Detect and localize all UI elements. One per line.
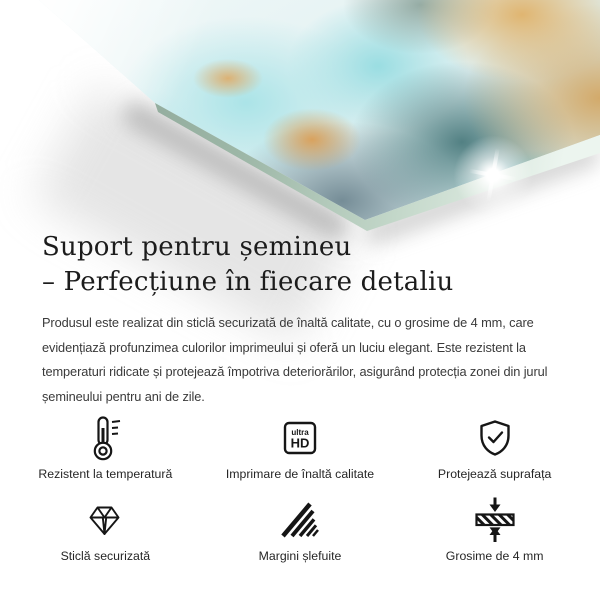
feature-label: Imprimare de înaltă calitate xyxy=(225,467,375,481)
page-title xyxy=(42,230,558,300)
thermometer-icon xyxy=(87,415,123,461)
feature-item-safety-glass xyxy=(8,497,203,563)
feature-item-thickness xyxy=(397,497,592,563)
page-title-line2: – Perfecțiune în fiecare detaliu xyxy=(42,267,454,297)
feature-label: Margini șlefuite xyxy=(258,549,342,563)
polished-edges-icon xyxy=(279,497,321,543)
feature-label: Sticlă securizată xyxy=(60,549,151,563)
feature-item-protection xyxy=(397,415,592,481)
feature-item-print-quality xyxy=(203,415,398,481)
product-image xyxy=(0,0,600,245)
product-description: Produsul este realizat din sticlă securizată de înaltă calitate, cu o grosime de 4 mm, care evidențiază profunzimea culorilor imprimeului și oferă un luciu elegant. Este rezistent la temperaturi ridicate și protejează împotriva deteriorărilor, asigurând protecția zonei din jurul șemineului pentru ani de zile. xyxy=(42,315,548,404)
feature-label: Grosime de 4 mm xyxy=(445,549,544,563)
ultra-hd-icon xyxy=(283,415,317,461)
page-title-line1: Suport pentru șemineu xyxy=(42,232,352,262)
ultra-hd-badge-bottom: HD xyxy=(290,435,310,451)
shield-check-icon xyxy=(477,415,513,461)
feature-item-polished-edges xyxy=(203,497,398,563)
feature-label: Protejează suprafața xyxy=(437,467,552,481)
diamond-icon xyxy=(87,497,123,543)
feature-label: Rezistent la temperatură xyxy=(38,467,173,481)
feature-list xyxy=(8,415,592,563)
feature-item-temperature xyxy=(8,415,203,481)
ultra-hd-badge-top: ultra xyxy=(291,428,309,437)
thickness-icon xyxy=(469,497,521,543)
product-info-section xyxy=(0,230,600,563)
